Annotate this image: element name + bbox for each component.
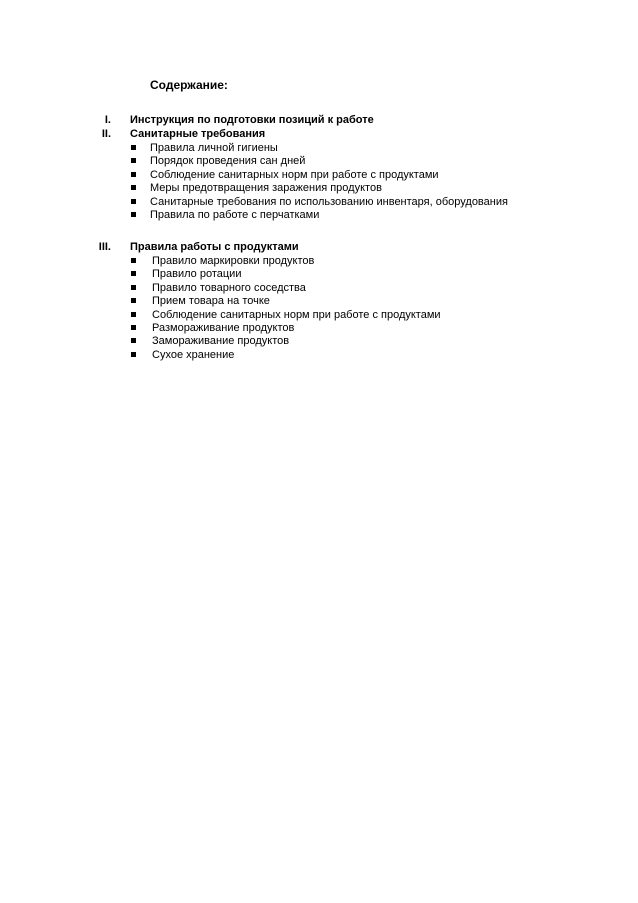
section-title: Инструкция по подготовки позиций к работе (130, 114, 374, 126)
square-bullet-icon (131, 158, 136, 163)
list-item (0, 294, 638, 307)
section-items (0, 141, 638, 221)
section-numeral: III. (98, 241, 111, 253)
square-bullet-icon (131, 312, 136, 317)
square-bullet-icon (131, 258, 136, 263)
section-numeral: I. (104, 114, 111, 126)
toc-section-3 (0, 240, 638, 361)
toc-section-1 (0, 113, 638, 127)
list-item (0, 168, 638, 181)
square-bullet-icon (131, 338, 136, 343)
section-title: Санитарные требования (130, 128, 266, 140)
list-item-text: Санитарные требования по использованию инвентаря, оборудования (150, 195, 508, 208)
square-bullet-icon (131, 325, 136, 330)
square-bullet-icon (131, 145, 136, 150)
list-item-text: Сухое хранение (152, 348, 235, 361)
list-item-text: Правила личной гигиены (150, 142, 278, 154)
list-item-text: Замораживание продуктов (152, 335, 290, 348)
list-item (0, 281, 638, 294)
section-title: Правила работы с продуктами (130, 241, 299, 253)
list-item (0, 308, 638, 321)
square-bullet-icon (131, 352, 136, 357)
list-item-text: Прием товара на точке (152, 295, 270, 308)
list-item-text: Порядок проведения сан дней (150, 155, 306, 168)
square-bullet-icon (131, 285, 136, 290)
list-item (0, 208, 638, 221)
list-item-text: Правила по работе с перчатками (150, 208, 320, 221)
toc-section-header (0, 240, 638, 254)
toc-section-header (0, 127, 638, 141)
list-item-text: Правило маркировки продуктов (152, 255, 315, 267)
square-bullet-icon (131, 185, 136, 190)
list-item (0, 181, 638, 194)
list-item-text: Соблюдение санитарных норм при работе с продуктами (152, 308, 441, 321)
toc-section-header (0, 113, 638, 127)
list-item-text: Меры предотвращения заражения продуктов (150, 182, 382, 195)
list-item (0, 195, 638, 208)
list-item-text: Соблюдение санитарных норм при работе с продуктами (150, 168, 439, 181)
list-item-text: Правило ротации (152, 268, 242, 281)
list-item (0, 154, 638, 167)
list-item (0, 254, 638, 267)
list-item (0, 348, 638, 361)
list-item-text: Размораживание продуктов (152, 321, 295, 334)
toc-heading: Содержание: (150, 78, 228, 92)
square-bullet-icon (131, 172, 136, 177)
list-item-text: Правило товарного соседства (152, 281, 306, 294)
list-item (0, 267, 638, 280)
square-bullet-icon (131, 212, 136, 217)
toc-section-2 (0, 127, 638, 221)
square-bullet-icon (131, 271, 136, 276)
square-bullet-icon (131, 199, 136, 204)
section-items (0, 254, 638, 361)
list-item (0, 141, 638, 154)
list-item (0, 334, 638, 347)
section-numeral: II. (101, 128, 111, 140)
list-item (0, 321, 638, 334)
square-bullet-icon (131, 298, 136, 303)
